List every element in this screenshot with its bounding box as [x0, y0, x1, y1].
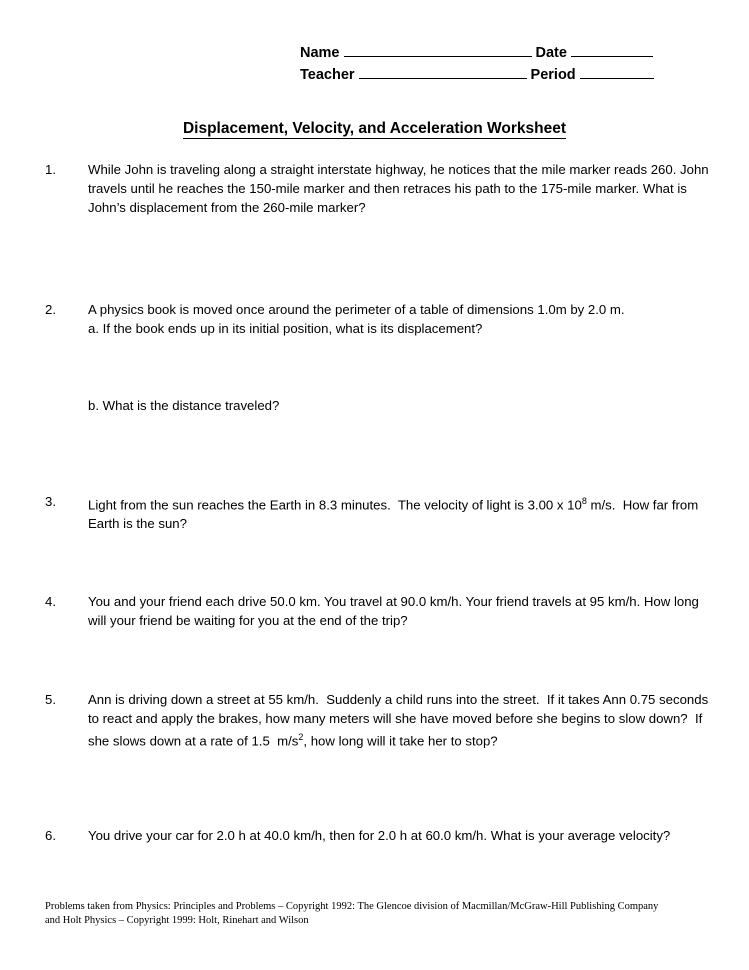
- teacher-label: Teacher: [300, 67, 355, 83]
- problem-subpart-a: a. If the book ends up in its initial position, what is its displacement?: [88, 321, 483, 336]
- problem-body: [88, 160, 709, 217]
- problem-number: 6.: [45, 828, 56, 843]
- date-label: Date: [535, 45, 567, 61]
- problem-text: You drive your car for 2.0 h at 40.0 km/h, then for 2.0 h at 60.0 km/h. What is your average velocity?: [88, 828, 671, 843]
- problem-number: 3.: [45, 494, 56, 509]
- problem-number: 5.: [45, 692, 56, 707]
- problem-item: [0, 160, 749, 217]
- problem-number: 4.: [45, 594, 56, 609]
- problem-number: 1.: [45, 162, 56, 177]
- problem-body: [88, 690, 709, 750]
- name-label: Name: [300, 45, 340, 61]
- problem-body: [88, 300, 625, 415]
- page-title-text: Displacement, Velocity, and Acceleration Worksheet: [182, 120, 567, 137]
- teacher-input-line[interactable]: [359, 65, 527, 79]
- period-input-line[interactable]: [580, 65, 654, 79]
- name-date-row: [300, 42, 720, 64]
- problem-text: A physics book is moved once around the perimeter of a table of dimensions 1.0m by 2.0 m.: [88, 302, 625, 317]
- answer-space: [88, 338, 625, 396]
- problem-body: [88, 826, 670, 845]
- footer-line-2: and Holt Physics – Copyright 1999: Holt, Rinehart and Wilson: [45, 915, 309, 926]
- problem-text: Ann is driving down a street at 55 km/h. Suddenly a child runs into the street. If it takes Ann 0.75 seconds to react and apply the brakes, how many meters will she have moved before she begins to slow down? If she slows down at a rate of 1.5 $m/s^2$, how long will it take her to stop?: [88, 692, 709, 749]
- page-title: [0, 120, 749, 138]
- period-label: Period: [530, 67, 576, 83]
- source-footer: [45, 900, 705, 928]
- problem-subpart-b: b. What is the distance traveled?: [88, 398, 280, 413]
- problem-text: While John is traveling along a straight interstate highway, he notices that the mile marker reads 260. John travels until he reaches the 150-mile marker and then retraces his path to the 175-mile marker. What is John’s displacement from the 260-mile marker?: [88, 162, 709, 215]
- problem-text: You and your friend each drive 50.0 km. You travel at 90.0 km/h. Your friend travels at 95 km/h. How long will your friend be waiting for you at the end of the trip?: [88, 594, 699, 628]
- problem-item: [0, 690, 749, 750]
- teacher-period-row: [300, 64, 720, 86]
- student-info-header: [300, 42, 720, 86]
- name-input-line[interactable]: [344, 43, 532, 57]
- problem-item: [0, 592, 749, 630]
- problem-item: [0, 826, 710, 845]
- problem-item: [0, 300, 665, 415]
- problem-text: Light from the sun reaches the Earth in 8.3 minutes. The velocity of light is 3.00 x $10^8$ m/s. How far from Earth is the sun?: [88, 496, 699, 532]
- problem-body: [88, 592, 709, 630]
- problem-number: 2.: [45, 302, 56, 317]
- problem-body: [88, 492, 709, 533]
- footer-line-1: Problems taken from Physics: Principles and Problems – Copyright 1992: The Glencoe division of Macmillan/McGraw-Hill Publishing Company: [45, 901, 659, 912]
- problem-item: [0, 492, 749, 533]
- date-input-line[interactable]: [571, 43, 653, 57]
